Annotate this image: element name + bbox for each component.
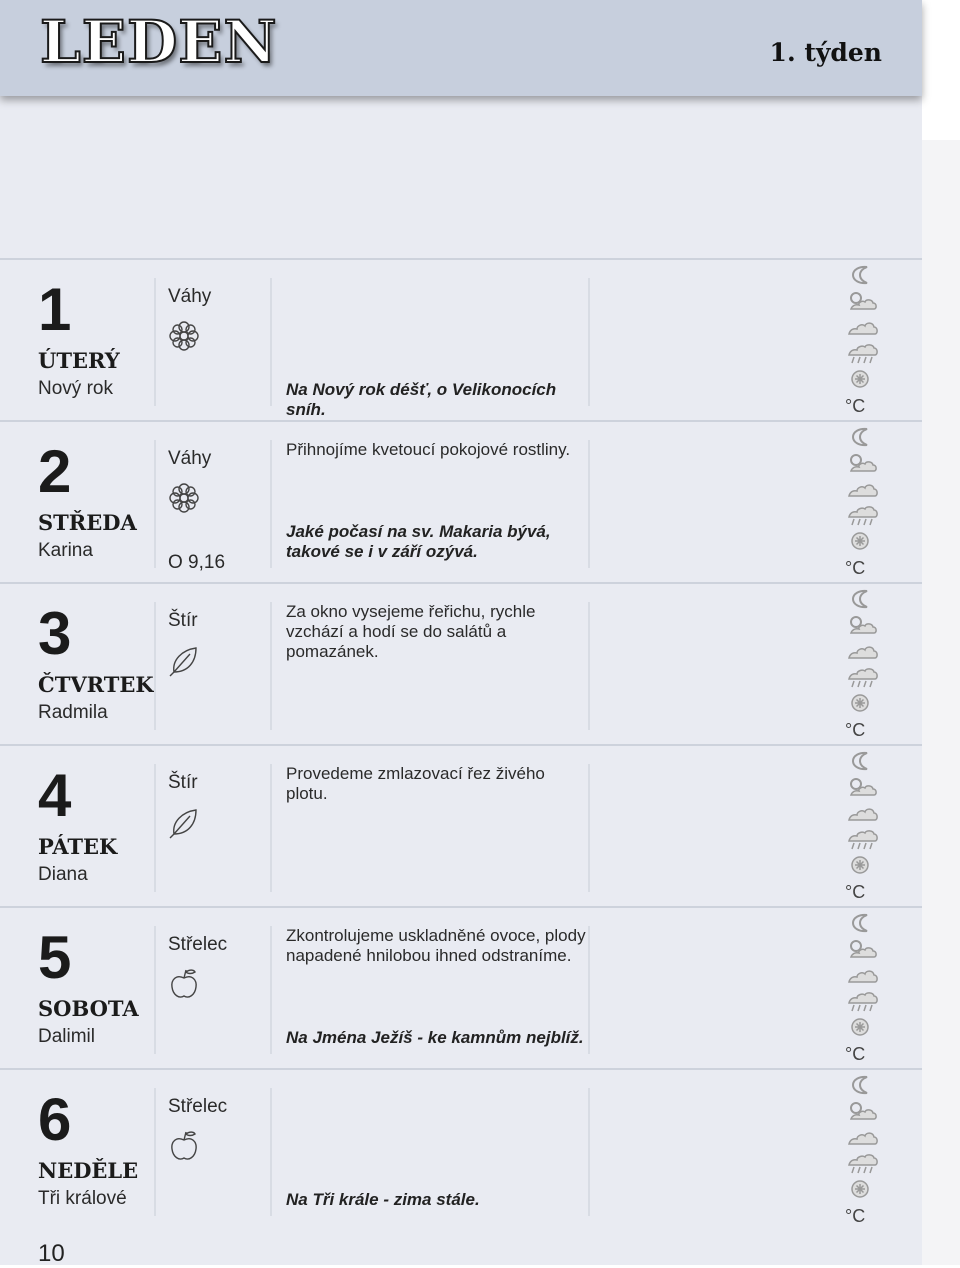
- column-divider: [270, 926, 272, 1054]
- zodiac-sign: Štír: [168, 772, 198, 793]
- snow-icon: [845, 368, 879, 390]
- day-name: STŘEDA: [38, 510, 137, 535]
- column-divider: [588, 1088, 590, 1216]
- week-label: 1. týden: [769, 38, 882, 67]
- column-divider: [588, 926, 590, 1054]
- name-day: Radmila: [38, 702, 108, 723]
- temperature-unit: °C: [845, 882, 866, 902]
- sun-cloud-icon: [845, 290, 879, 312]
- name-day: Diana: [38, 864, 88, 885]
- moon-phase: O 9,16: [168, 552, 226, 573]
- garden-note: Provedeme zmlazovací řez živého plotu.: [286, 764, 545, 803]
- weather-icons: [840, 1070, 882, 1232]
- day-number: 6: [38, 1086, 72, 1153]
- column-divider: [154, 602, 156, 730]
- weather-icons: [840, 260, 882, 422]
- temperature-unit: °C: [845, 558, 866, 578]
- column-divider: [588, 764, 590, 892]
- column-divider: [154, 440, 156, 568]
- sun-cloud-icon: [845, 776, 879, 798]
- moon-icon: [845, 750, 879, 772]
- snow-icon: [845, 530, 879, 552]
- day-name: ČTVRTEK: [38, 672, 154, 697]
- leaf-symbol-icon: [166, 804, 202, 840]
- moon-icon: [845, 1074, 879, 1096]
- weather-saying: Na Nový rok déšť, o Velikonocích sníh.: [286, 380, 557, 419]
- weather-saying: Na Jména Ježíš - ke kamnům nejblíž.: [286, 1028, 584, 1047]
- fruit-symbol-icon: [166, 966, 202, 1002]
- garden-note: Přihnojíme kvetoucí pokojové rostliny.: [286, 440, 571, 459]
- page-header: [0, 0, 922, 96]
- garden-note: Za okno vysejeme řeřichu, rychle vzchází a hodí se do salátů a pomazánek.: [286, 602, 536, 661]
- column-divider: [270, 440, 272, 568]
- garden-note: Zkontrolujeme uskladněné ovoce, plody napadené hnilobou ihned odstraníme.: [286, 926, 586, 965]
- column-divider: [154, 926, 156, 1054]
- weather-icons: [840, 422, 882, 584]
- rain-cloud-icon: [845, 1152, 879, 1174]
- day-row: [0, 258, 922, 422]
- cloud-icon: [845, 964, 879, 986]
- cloud-icon: [845, 478, 879, 500]
- day-row: [0, 1068, 922, 1232]
- zodiac-sign: Váhy: [168, 448, 212, 469]
- name-day: Karina: [38, 540, 93, 561]
- rain-cloud-icon: [845, 504, 879, 526]
- snow-icon: [845, 1178, 879, 1200]
- page-number: 10: [38, 1240, 65, 1267]
- moon-icon: [845, 588, 879, 610]
- fruit-symbol-icon: [166, 1128, 202, 1164]
- sun-cloud-icon: [845, 452, 879, 474]
- name-day: Nový rok: [38, 378, 113, 399]
- weather-icons: [840, 908, 882, 1070]
- day-name: NEDĚLE: [38, 1158, 139, 1183]
- column-divider: [588, 278, 590, 406]
- name-day: Dalimil: [38, 1026, 95, 1047]
- day-number: 1: [38, 276, 72, 343]
- column-divider: [270, 764, 272, 892]
- name-day: Tři králové: [38, 1188, 127, 1209]
- day-row: [0, 744, 922, 908]
- column-divider: [154, 1088, 156, 1216]
- column-divider: [154, 764, 156, 892]
- column-divider: [270, 602, 272, 730]
- leaf-symbol-icon: [166, 642, 202, 678]
- zodiac-sign: Střelec: [168, 1096, 228, 1117]
- rain-cloud-icon: [845, 666, 879, 688]
- month-title: LEDEN: [40, 8, 278, 76]
- day-row: [0, 582, 922, 746]
- sun-cloud-icon: [845, 938, 879, 960]
- temperature-unit: °C: [845, 396, 866, 416]
- snow-icon: [845, 854, 879, 876]
- temperature-unit: °C: [845, 1206, 866, 1226]
- weather-saying: Na Tři krále - zima stále.: [286, 1190, 480, 1209]
- day-name: ÚTERÝ: [38, 348, 120, 373]
- temperature-unit: °C: [845, 1044, 866, 1064]
- zodiac-sign: Střelec: [168, 934, 228, 955]
- column-divider: [270, 1088, 272, 1216]
- day-number: 2: [38, 438, 72, 505]
- day-row: [0, 420, 922, 584]
- weather-icons: [840, 584, 882, 746]
- column-divider: [154, 278, 156, 406]
- cloud-icon: [845, 802, 879, 824]
- zodiac-sign: Štír: [168, 610, 198, 631]
- flower-symbol-icon: [166, 480, 202, 516]
- rain-cloud-icon: [845, 828, 879, 850]
- column-divider: [588, 440, 590, 568]
- cloud-icon: [845, 1126, 879, 1148]
- day-row: [0, 906, 922, 1070]
- sun-cloud-icon: [845, 614, 879, 636]
- cloud-icon: [845, 640, 879, 662]
- flower-symbol-icon: [166, 318, 202, 354]
- snow-icon: [845, 692, 879, 714]
- cloud-icon: [845, 316, 879, 338]
- day-name: SOBOTA: [38, 996, 139, 1021]
- rain-cloud-icon: [845, 342, 879, 364]
- rain-cloud-icon: [845, 990, 879, 1012]
- snow-icon: [845, 1016, 879, 1038]
- sun-cloud-icon: [845, 1100, 879, 1122]
- zodiac-sign: Váhy: [168, 286, 212, 307]
- day-number: 4: [38, 762, 72, 829]
- day-name: PÁTEK: [38, 834, 118, 859]
- page-edge: [922, 140, 960, 1265]
- column-divider: [588, 602, 590, 730]
- temperature-unit: °C: [845, 720, 866, 740]
- column-divider: [270, 278, 272, 406]
- moon-icon: [845, 912, 879, 934]
- moon-icon: [845, 264, 879, 286]
- day-number: 5: [38, 924, 72, 991]
- weather-saying: Jaké počasí na sv. Makaria bývá, takové se i v září ozývá.: [286, 522, 551, 561]
- moon-icon: [845, 426, 879, 448]
- day-number: 3: [38, 600, 72, 667]
- weather-icons: [840, 746, 882, 908]
